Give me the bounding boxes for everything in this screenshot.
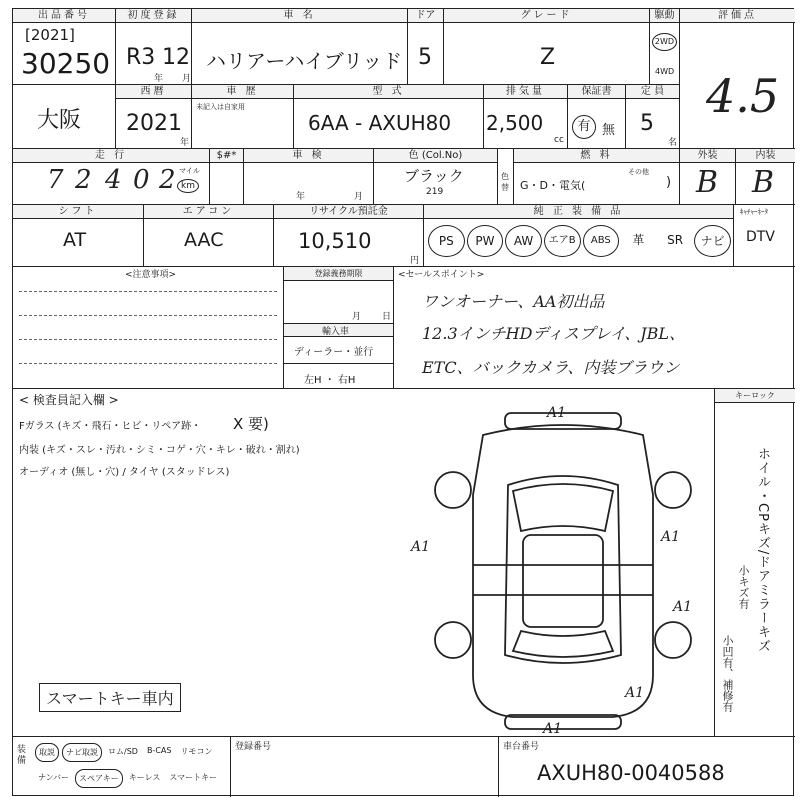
yen-unit: 円 xyxy=(410,256,420,266)
catcher-label: ｷｬﾁｬｰﾈｰﾀ xyxy=(740,208,768,216)
auction-sheet xyxy=(12,8,794,796)
chassis-cell xyxy=(499,737,795,797)
capacity-label: 定 員 xyxy=(626,85,679,99)
registration-label: 登録義務期限 xyxy=(284,267,393,281)
meter-cell xyxy=(210,149,244,205)
wheel-front-right xyxy=(655,472,691,508)
car-rear-window xyxy=(513,631,613,657)
equipment-item: SR xyxy=(667,233,684,247)
caution-cell xyxy=(13,267,284,389)
interior-note: 内装 (キズ・スレ・汚れ・シミ・コゲ・穴・キレ・破れ・割れ) xyxy=(19,445,300,456)
accessory-item: スペアキー xyxy=(75,769,123,788)
color-change: 色替 xyxy=(501,172,509,192)
equipment-item: エアB xyxy=(544,225,581,257)
lot-year: [2021] xyxy=(25,26,75,44)
recycle-fee: 10,510 xyxy=(298,229,372,253)
exterior-cell xyxy=(680,149,736,205)
audio-tire-note: オーディオ (無し・穴) / タイヤ (スタッドレス) xyxy=(19,467,230,478)
displacement: 2,500 xyxy=(486,111,544,135)
km-label: km xyxy=(177,179,199,193)
western-year: 2021 xyxy=(126,111,182,136)
shaken-year: 年 xyxy=(296,192,306,202)
era-year: R3 xyxy=(126,45,156,70)
mileage-digit: 4 xyxy=(105,165,122,195)
warranty-no: 無 xyxy=(602,123,616,138)
drive-cell xyxy=(650,9,680,85)
accessory-item: ロム/SD xyxy=(108,747,138,756)
side-note-dent-repair: 小凹有、補修有 xyxy=(721,635,734,712)
equipment-item: PS xyxy=(428,225,465,257)
side-note-minor-scratch: 小キズ有 xyxy=(737,565,750,609)
exterior-label: 外装 xyxy=(680,149,735,163)
grade-label: グレード xyxy=(444,9,649,23)
reg-number-cell xyxy=(231,737,499,797)
capacity-cell xyxy=(626,85,680,149)
wheel-rear-left xyxy=(435,622,471,658)
model-label: 型 式 xyxy=(294,85,483,99)
smart-key-note: スマートキー車内 xyxy=(39,683,181,712)
accessory-row-2 xyxy=(35,769,220,788)
glass-note: Fガラス (キズ・飛石・ヒビ・リペア跡・ xyxy=(19,421,202,432)
aircon-label: エアコン xyxy=(144,205,273,219)
damage-mark: A1 xyxy=(543,721,563,737)
reg-number-label: 登録番号 xyxy=(235,742,272,752)
first-registration-cell xyxy=(116,9,192,85)
keylock-cell xyxy=(715,389,795,737)
accessory-item: ナンバー xyxy=(38,773,70,782)
aircon-cell xyxy=(144,205,274,267)
drive-4wd: 4WD xyxy=(655,67,675,76)
recycle-cell xyxy=(274,205,424,267)
history-note: 未記入は自家用 xyxy=(196,103,245,111)
shaken-label: 車 検 xyxy=(244,149,373,163)
car-name-label: 車 名 xyxy=(192,9,407,23)
color-change-cell xyxy=(498,149,514,205)
shift-label: シフト xyxy=(13,205,143,219)
equipment-item: AW xyxy=(505,225,542,257)
sales-line: ワンオーナー、AA初出品 xyxy=(422,292,605,311)
accessory-item: リモコン xyxy=(180,747,213,756)
damage-mark: A1 xyxy=(547,405,567,421)
accessory-item: スマートキー xyxy=(169,773,218,782)
model-code: 6AA - AXUH80 xyxy=(308,111,452,135)
wheel-rear-right xyxy=(655,622,691,658)
damage-mark: A1 xyxy=(625,685,645,701)
fuel-options: G・D・電気( xyxy=(520,179,586,192)
car-diagram xyxy=(413,395,713,735)
shift: AT xyxy=(63,229,87,251)
glass-mark: X 要) xyxy=(233,415,269,433)
region: 大阪 xyxy=(37,108,82,133)
accessory-item: B-CAS xyxy=(146,746,172,755)
grade: Z xyxy=(540,45,556,70)
mile-label: マイル xyxy=(179,167,200,175)
score-cell xyxy=(680,9,795,149)
fuel-other: その他 xyxy=(628,168,649,176)
caution-label: <注意事項> xyxy=(125,270,177,280)
fuel-label: 燃 料 xyxy=(514,149,679,163)
fuel-cell xyxy=(514,149,680,205)
accessory-row-1 xyxy=(35,743,215,762)
mileage-cell xyxy=(13,149,210,205)
shaken-cell xyxy=(244,149,374,205)
model-cell xyxy=(294,85,484,149)
lot-number-cell xyxy=(13,9,116,85)
color-label: 色 (Col.No) xyxy=(374,149,497,163)
capacity: 5 xyxy=(640,111,654,136)
capacity-unit: 名 xyxy=(668,138,678,148)
western-year-unit: 年 xyxy=(180,138,190,148)
lot-number-label: 出品番号 xyxy=(13,9,115,23)
displacement-cell xyxy=(484,85,568,149)
grade-cell xyxy=(444,9,650,85)
cc-unit: cc xyxy=(554,135,564,145)
equipment-item: ABS xyxy=(583,225,620,257)
doors-cell xyxy=(408,9,444,85)
shift-cell xyxy=(13,205,144,267)
score-label: 評価点 xyxy=(680,9,795,23)
damage-mark: A1 xyxy=(673,599,693,615)
dealer-parallel: ディーラー・並行 xyxy=(294,347,374,358)
side-note-main: ホイル・CPキズ/ドアミラーキズ xyxy=(755,447,770,654)
fuel-close: ) xyxy=(666,175,672,190)
equipment-dtv: DTV xyxy=(746,229,775,245)
steering-side: 左H ・ 右H xyxy=(304,375,356,386)
color-code: 219 xyxy=(426,187,444,197)
equipment-item: 革 xyxy=(632,233,645,247)
doors: 5 xyxy=(418,45,432,70)
mileage-digit: 7 xyxy=(47,165,64,195)
registration-cell xyxy=(284,267,394,389)
car-name-cell xyxy=(192,9,408,85)
registration-month: 月 xyxy=(352,312,362,322)
sales-line: ETC、バックカメラ、内装ブラウン xyxy=(422,358,680,377)
car-windshield xyxy=(513,484,613,531)
keylock-label: キーロック xyxy=(715,389,795,403)
sales-line: 12.3インチHDディスプレイ、JBL、 xyxy=(422,324,686,343)
month-unit: 月 xyxy=(182,74,192,84)
doors-label: ドア xyxy=(408,9,443,23)
drive-2wd: 2WD xyxy=(652,33,677,51)
western-year-cell xyxy=(116,85,192,149)
lot-number: 30250 xyxy=(21,47,111,80)
warranty-label: 保証書 xyxy=(568,85,625,99)
equipment-item: PW xyxy=(467,225,504,257)
warranty-yes: 有 xyxy=(572,115,596,139)
chassis-number: AXUH80-0040588 xyxy=(537,761,725,785)
registration-day: 日 xyxy=(382,312,392,322)
car-name: ハリアーハイブリッド xyxy=(206,49,403,73)
accessory-item: ナビ取説 xyxy=(62,743,102,762)
color-cell xyxy=(374,149,498,205)
wheel-front-left xyxy=(435,472,471,508)
damage-mark: A1 xyxy=(411,539,431,555)
score: 4.5 xyxy=(706,69,780,123)
sales-point-cell xyxy=(394,267,795,389)
equipment-label: 純 正 装 備 品 xyxy=(424,205,733,219)
registration-month: 12 xyxy=(162,45,190,70)
accessory-item: 取説 xyxy=(35,743,59,762)
western-year-label: 西暦 xyxy=(116,85,191,99)
catcher-cell xyxy=(734,205,795,267)
chassis-label: 車台番号 xyxy=(503,742,540,752)
mileage-digit: 2 xyxy=(75,165,92,195)
recycle-label: リサイクル預託金 xyxy=(274,205,423,219)
car-body-outline xyxy=(473,425,653,717)
warranty-cell xyxy=(568,85,626,149)
import-label: 輸入車 xyxy=(322,327,350,337)
sales-point-label: <セールスポイント> xyxy=(398,270,485,280)
history-cell xyxy=(192,85,294,149)
drive-label: 駆動 xyxy=(650,9,679,23)
accessory-cell xyxy=(13,737,231,797)
interior-cell xyxy=(736,149,795,205)
displacement-label: 排気量 xyxy=(484,85,567,99)
car-roof xyxy=(523,535,603,627)
first-registration-label: 初度登録 xyxy=(116,9,191,23)
mileage-label: 走 行 xyxy=(13,149,209,163)
equipment-list xyxy=(428,225,731,261)
damage-mark: A1 xyxy=(661,529,681,545)
accessory-item: キーレス xyxy=(128,773,161,782)
aircon: AAC xyxy=(184,229,224,251)
accessory-label: 装備 xyxy=(17,745,27,766)
inspector-cell xyxy=(13,389,715,737)
interior-grade: B xyxy=(752,165,775,200)
color: ブラック xyxy=(404,167,464,185)
equipment-item: ナビ xyxy=(694,225,731,257)
shaken-month: 月 xyxy=(354,192,364,202)
meter-label: $#* xyxy=(210,149,243,163)
interior-label: 内装 xyxy=(736,149,795,163)
mileage-digit: 2 xyxy=(159,165,176,195)
history-label: 車 歴 xyxy=(192,85,293,99)
equipment-cell xyxy=(424,205,734,267)
exterior-grade: B xyxy=(696,165,719,200)
region-cell xyxy=(13,85,116,149)
inspector-title: < 検査員記入欄 > xyxy=(19,393,119,407)
mileage-digit: 0 xyxy=(133,165,150,195)
year-unit: 年 xyxy=(154,74,164,84)
